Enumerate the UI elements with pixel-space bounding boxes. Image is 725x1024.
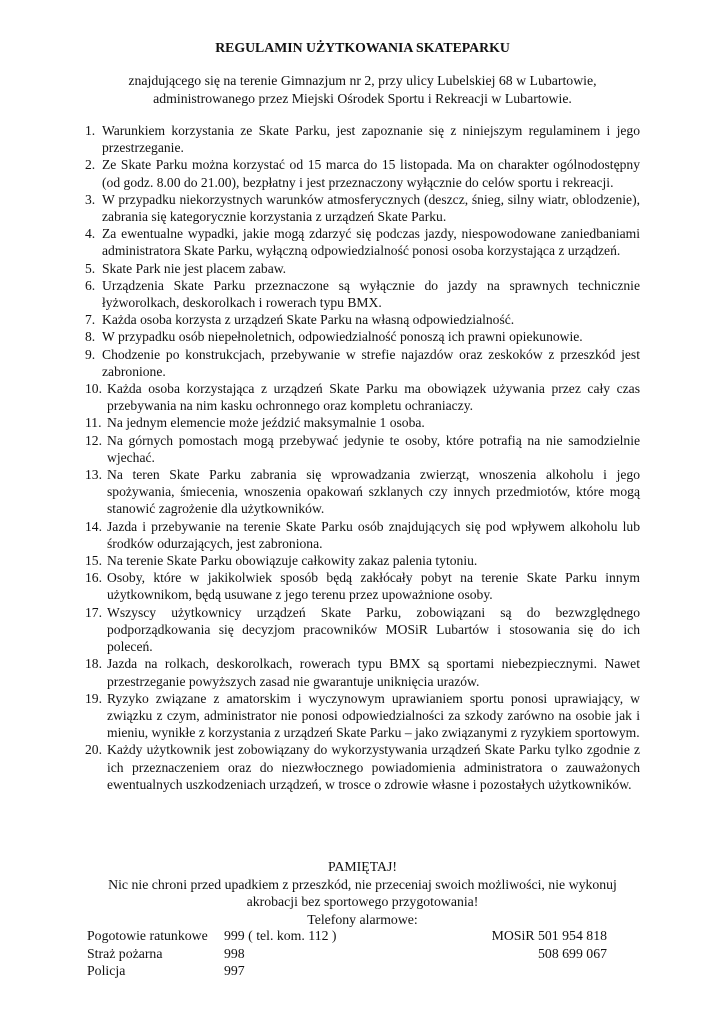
warning-line: Nic nie chroni przed upadkiem z przeszkód, nie przeceniaj swoich możliwości, nie wykonuj	[108, 876, 617, 892]
footer-heading: PAMIĘTAJ!	[328, 859, 397, 874]
rule-item	[85, 432, 640, 466]
rule-item	[85, 552, 640, 569]
subtitle-line: administrowanego przez Miejski Ośrodek Sportu i Rekreacji w Lubartowie.	[153, 90, 572, 106]
rule-item	[85, 156, 640, 190]
rule-text: Ryzyko związane z amatorskim i wyczynowym uprawianiem sportu ponosi uprawiający, w związku z czym, administrator nie ponosi odpowiedzialności za szkody zarówno na osobie jak i mieniu, wynikłe z korzystania z urządzeń Skate Parku – jako związanymi z ryzykiem sportowym.	[107, 690, 640, 741]
rule-text: Urządzenia Skate Parku przeznaczone są wyłącznie do jazdy na sprawnych technicznie łyżworolkach, deskorolkach i rowerach typu BMX.	[102, 277, 640, 311]
rule-item	[85, 346, 640, 380]
rule-item	[85, 311, 640, 328]
phone-number: 997	[224, 963, 245, 979]
phone-row	[87, 962, 607, 980]
phone-service-name: Pogotowie ratunkowe	[87, 928, 208, 943]
phone-extra: 508 699 067	[538, 945, 607, 961]
rule-text: Skate Park nie jest placem zabaw.	[102, 260, 287, 276]
rule-number: 1.	[85, 123, 96, 138]
rule-number: 10.	[85, 381, 102, 397]
rule-text: Każda osoba korzysta z urządzeń Skate Parku na własną odpowiedzialność.	[102, 312, 515, 328]
rule-text: Chodzenie po konstrukcjach, przebywanie w strefie najazdów oraz zeskoków z przeszkód jest zabronione.	[102, 346, 640, 379]
rule-number: 3.	[85, 191, 96, 207]
phone-service-name: Policja	[87, 963, 126, 979]
rule-number: 6.	[85, 277, 96, 293]
rule-item	[85, 466, 640, 518]
rule-number: 15.	[85, 553, 102, 569]
warning-line: akrobacji bez sportowego przygotowania!	[246, 894, 479, 909]
rule-text: Każdy użytkownik jest zobowiązany do wykorzystywania urządzeń Skate Parku tylko zgodnie z ich przeznaczeniem oraz do niezwłocznego powiadomienia administratora o zauważonych ewentualnych uszkodzeniach urządzeń, w trosce o zdrowie własne i pozostałych użytkowników.	[107, 742, 640, 792]
subtitle-line: znajdującego się na terenie Gimnazjum nr 2, przy ulicy Lubelskiej 68 w Lubartowie,	[128, 73, 597, 88]
rule-text: Jazda na rolkach, deskorolkach, rowerach typu BMX są sportami niebezpiecznymi. Nawet przestrzeganie powyższych zasad nie gwarantuje uniknięcia urazów.	[107, 656, 640, 689]
rule-item	[85, 604, 640, 656]
rule-text: Za ewentualne wypadki, jakie mogą zdarzyć się podczas jazdy, niespowodowane zaniedbaniami administratora Skate Parku, wyłączną odpowiedzialność ponosi osoba korzystająca z urządzeń.	[102, 226, 640, 259]
phone-row	[87, 945, 607, 963]
phones-heading: Telefony alarmowe:	[307, 911, 418, 927]
phone-service-name: Straż pożarna	[87, 945, 163, 961]
rule-item	[85, 191, 640, 225]
rule-number: 4.	[85, 226, 96, 242]
rule-number: 9.	[85, 346, 96, 362]
rule-item	[85, 690, 640, 742]
rule-text: Na terenie Skate Parku obowiązuje całkowity zakaz palenia tytoniu.	[107, 553, 478, 569]
rule-item	[85, 655, 640, 689]
rule-number: 12.	[85, 432, 102, 448]
rule-text: W przypadku osób niepełnoletnich, odpowiedzialność ponoszą ich prawni opiekunowie.	[102, 329, 583, 345]
rule-text: Ze Skate Parku można korzystać od 15 marca do 15 listopada. Ma on charakter ogólnodostępny (od godz. 8.00 do 21.00), bezpłatny i jest przeznaczony wyłącznie do celów sportu i rekreacji.	[102, 157, 640, 190]
emergency-phones	[87, 927, 607, 980]
rule-text: Na jednym elemencie może jeździć maksymalnie 1 osoba.	[107, 415, 425, 431]
rule-item	[85, 122, 640, 156]
rules-list	[85, 122, 640, 793]
rule-text: Wszyscy użytkownicy urządzeń Skate Parku, zobowiązani są do bezwzględnego podporządkowania się decyzjom pracowników MOSiR Lubartów i stosowania się do ich poleceń.	[107, 604, 640, 655]
phone-row	[87, 927, 607, 945]
rule-number: 17.	[85, 604, 102, 620]
rule-number: 5.	[85, 260, 96, 276]
document-title: REGULAMIN UŻYTKOWANIA SKATEPARKU	[215, 40, 510, 55]
rule-number: 16.	[85, 570, 102, 586]
rule-text: Warunkiem korzystania ze Skate Parku, jest zapoznanie się z niniejszym regulaminem i jego przestrzeganie.	[102, 123, 640, 156]
rule-text: Osoby, które w jakikolwiek sposób będą zakłócały pobyt na terenie Skate Parku innym użytkownikom, będą usuwane z jego terenu przez upoważnione osoby.	[107, 570, 640, 603]
rule-number: 2.	[85, 157, 96, 173]
phone-extra: MOSiR 501 954 818	[491, 928, 607, 943]
phone-number: 998	[224, 945, 245, 961]
rule-text: Każda osoba korzystająca z urządzeń Skate Parku ma obowiązek używania przez cały czas przebywania na nim kasku ochronnego oraz kompletu ochraniaczy.	[107, 381, 640, 414]
rule-item	[85, 225, 640, 259]
rule-text: Na górnych pomostach mogą przebywać jedynie te osoby, które potrafią na nie samodzielnie wjechać.	[107, 432, 640, 465]
phone-number: 999 ( tel. kom. 112 )	[224, 928, 337, 943]
rule-item	[85, 414, 640, 431]
rule-number: 11.	[85, 415, 102, 431]
rule-number: 18.	[85, 656, 102, 672]
rule-item	[85, 518, 640, 552]
rule-text: Jazda i przebywanie na terenie Skate Parku osób znajdujących się pod wpływem alkoholu lub środków odurzających, jest zabroniona.	[107, 518, 640, 551]
rule-item	[85, 277, 640, 311]
rule-item	[85, 569, 640, 603]
rule-number: 13.	[85, 467, 102, 483]
rule-number: 8.	[85, 329, 96, 345]
rule-item	[85, 380, 640, 414]
rule-number: 14.	[85, 518, 102, 534]
footer-notice	[85, 858, 640, 928]
document-subtitle	[0, 72, 725, 107]
rule-number: 7.	[85, 312, 96, 328]
rule-number: 20.	[85, 742, 102, 758]
rule-item	[85, 260, 640, 277]
rule-item	[85, 741, 640, 793]
rule-number: 19.	[85, 690, 102, 706]
rule-item	[85, 328, 640, 345]
rule-text: Na teren Skate Parku zabrania się wprowadzania zwierząt, wnoszenia alkoholu i jego spożywania, śmiecenia, wnoszenia opakowań szklanych czy innych przedmiotów, które mogą stanowić zagrożenie dla użytkowników.	[107, 467, 640, 517]
rule-text: W przypadku niekorzystnych warunków atmosferycznych (deszcz, śnieg, silny wiatr, oblodzenie), zabrania się kategorycznie korzystania z urządzeń Skate Parku.	[102, 191, 640, 225]
